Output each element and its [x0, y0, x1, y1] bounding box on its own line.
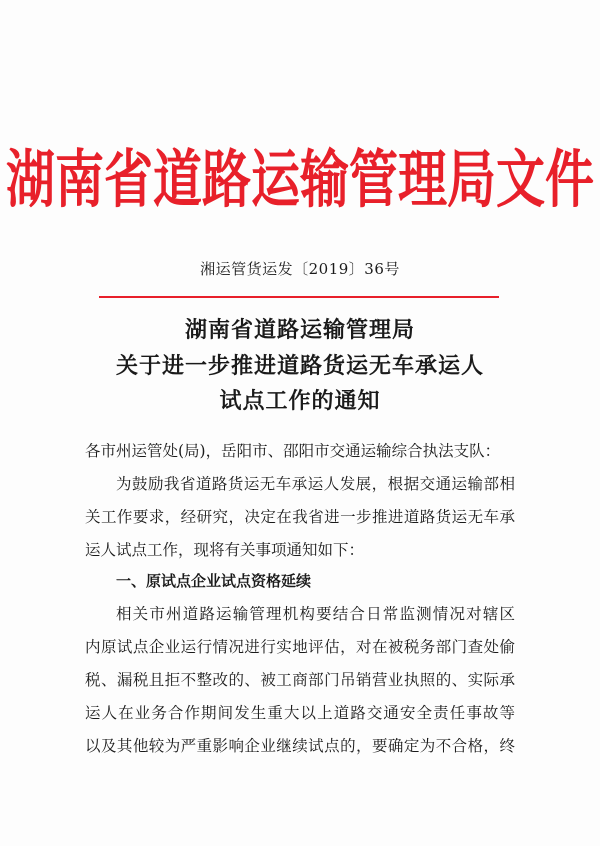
paragraph-2-line: 税、漏税且拒不整改的、被工商部门吊销营业执照的、实际承 — [85, 671, 515, 689]
paragraph-2-line: 运人在业务合作期间发生重大以上道路交通安全责任事故等 — [85, 704, 515, 722]
title-line-3: 试点工作的通知 — [219, 388, 381, 414]
document-masthead: 湖南省道路运输管理局文件 — [5, 143, 594, 217]
paragraph-1-line: 为鼓励我省道路货运无车承运人发展，根据交通运输部相 — [116, 475, 515, 493]
paragraph-2-line: 相关市州道路运输管理机构要结合日常监测情况对辖区 — [116, 605, 515, 623]
red-divider-line — [99, 296, 499, 298]
section-heading: 一、原试点企业试点资格延续 — [116, 572, 312, 590]
paragraph-2-line: 内原试点企业运行情况进行实地评估，对在被税务部门查处偷 — [85, 638, 515, 656]
paragraph-1-line: 运人试点工作，现将有关事项通知如下： — [85, 541, 365, 559]
title-line-1: 湖南省道路运输管理局 — [184, 317, 415, 343]
paragraph-2-line: 以及其他较为严重影响企业继续试点的，要确定为不合格，终 — [85, 737, 515, 755]
document-number: 湘运管货运发〔2019〕36号 — [200, 260, 400, 278]
addressee-line: 各市州运管处(局)，岳阳市、邵阳市交通运输综合执法支队： — [85, 442, 501, 460]
paragraph-1-line: 关工作要求，经研究，决定在我省进一步推进道路货运无车承 — [85, 508, 515, 526]
title-line-2: 关于进一步推进道路货运无车承运人 — [115, 353, 484, 379]
